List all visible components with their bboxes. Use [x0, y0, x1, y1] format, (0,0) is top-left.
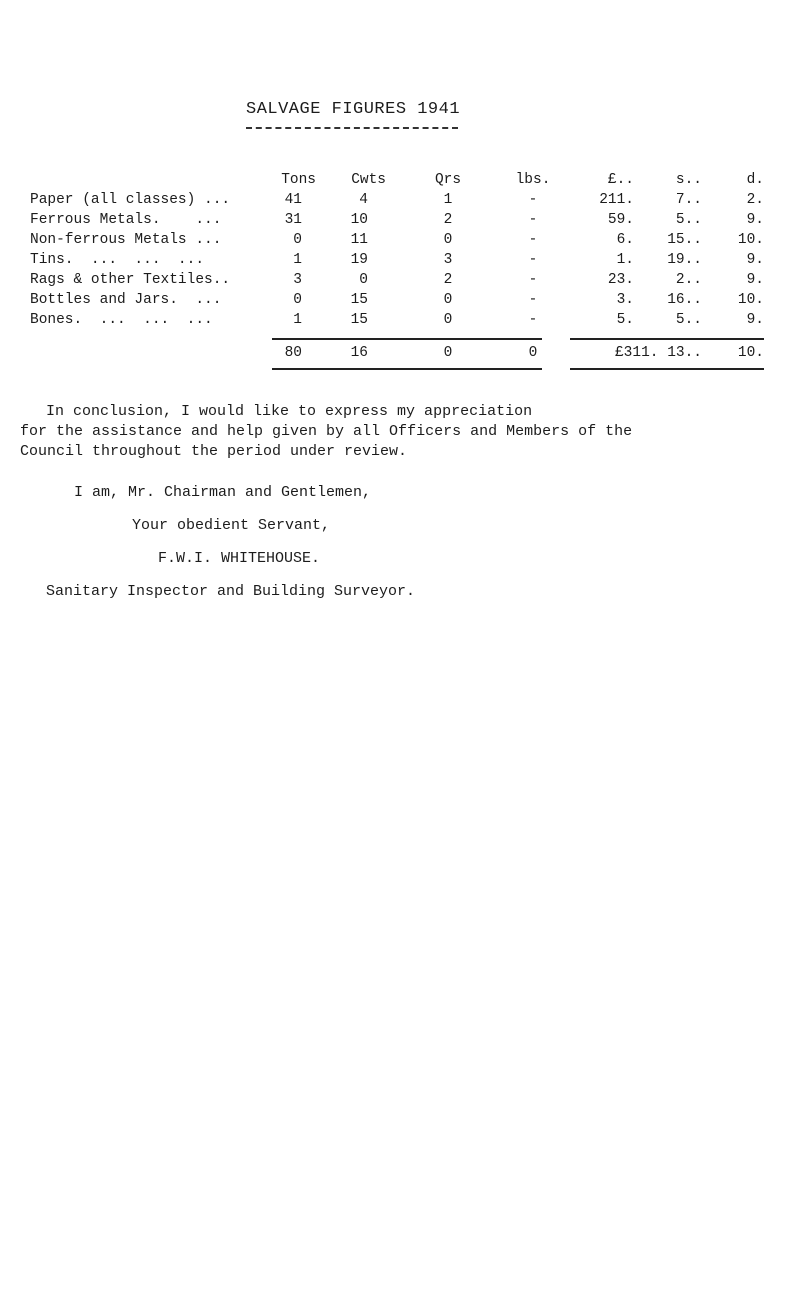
conclusion-paragraph — [20, 402, 786, 462]
cell-cwts: 11 — [350, 232, 368, 248]
cell-cwts: 15 — [350, 292, 368, 308]
signatory-position: Sanitary Inspector and Building Surveyor. — [46, 583, 416, 600]
table-row — [0, 272, 800, 292]
page-title: SALVAGE FIGURES 1941 — [246, 100, 461, 119]
cell-pence: 9. — [746, 212, 764, 228]
cell-qrs: 2 — [443, 272, 453, 288]
cell-lbs: - — [528, 272, 538, 288]
cell-pounds: 6. — [616, 232, 634, 248]
conclusion-line: Council throughout the period under review. — [20, 443, 408, 460]
conclusion-line: for the assistance and help given by all Officers and Members of the — [20, 423, 633, 440]
cell-cwts: 10 — [350, 212, 368, 228]
totals-bottom-rule-money — [570, 368, 764, 370]
header-pounds: £.. — [607, 172, 634, 188]
row-label: Non-ferrous Metals ... — [30, 232, 222, 248]
cell-pence: 9. — [746, 272, 764, 288]
header-shillings: s.. — [675, 172, 702, 188]
cell-qrs: 0 — [443, 232, 453, 248]
cell-shillings: 7.. — [675, 192, 702, 208]
cell-qrs: 1 — [443, 192, 453, 208]
cell-tons: 31 — [284, 212, 302, 228]
total-lbs: 0 — [528, 345, 538, 361]
cell-lbs: - — [528, 192, 538, 208]
conclusion-line: In conclusion, I would like to express my appreciation — [46, 403, 533, 420]
cell-lbs: - — [528, 232, 538, 248]
header-cwts: Cwts — [351, 172, 386, 188]
header-qrs: Qrs — [434, 172, 462, 188]
cell-cwts: 19 — [350, 252, 368, 268]
header-lbs: lbs. — [515, 172, 551, 188]
cell-qrs: 0 — [443, 292, 453, 308]
total-qrs: 0 — [443, 345, 453, 361]
totals-row — [0, 345, 800, 365]
row-label: Bottles and Jars. ... — [30, 292, 222, 308]
cell-pence: 10. — [737, 292, 764, 308]
cell-tons: 41 — [284, 192, 302, 208]
total-pence: 10. — [737, 345, 764, 361]
row-label: Rags & other Textiles.. — [30, 272, 231, 288]
total-cwts: 16 — [350, 345, 368, 361]
table-row — [0, 232, 800, 252]
totals-bottom-rule — [272, 368, 542, 370]
table-row — [0, 252, 800, 272]
cell-cwts: 15 — [350, 312, 368, 328]
cell-pounds: 1. — [616, 252, 634, 268]
cell-shillings: 2.. — [675, 272, 702, 288]
table-row — [0, 292, 800, 312]
header-tons: Tons — [281, 172, 316, 188]
header-pence: d. — [746, 172, 764, 188]
cell-pence: 9. — [746, 252, 764, 268]
totals-top-rule — [272, 338, 542, 340]
cell-pounds: 59. — [607, 212, 634, 228]
cell-cwts: 0 — [359, 272, 368, 288]
cell-pence: 10. — [737, 232, 764, 248]
cell-qrs: 3 — [443, 252, 453, 268]
cell-shillings: 15.. — [667, 232, 702, 248]
cell-pounds: 3. — [616, 292, 634, 308]
cell-tons: 0 — [293, 292, 302, 308]
signatory-name: F.W.I. WHITEHOUSE. — [158, 550, 321, 567]
cell-shillings: 19.. — [667, 252, 702, 268]
row-label: Paper (all classes) ... — [30, 192, 231, 208]
cell-tons: 0 — [293, 232, 302, 248]
cell-pounds: 211. — [599, 192, 634, 208]
cell-tons: 1 — [293, 312, 302, 328]
cell-shillings: 5.. — [675, 212, 702, 228]
closing-line: I am, Mr. Chairman and Gentlemen, — [74, 484, 372, 501]
cell-pence: 9. — [746, 312, 764, 328]
total-tons: 80 — [284, 345, 302, 361]
table-row — [0, 212, 800, 232]
cell-pounds: 23. — [607, 272, 634, 288]
cell-lbs: - — [528, 252, 538, 268]
table-row — [0, 312, 800, 332]
cell-qrs: 0 — [443, 312, 453, 328]
row-label: Ferrous Metals. ... — [30, 212, 222, 228]
row-label: Tins. ... ... ... — [30, 252, 205, 268]
title-underline — [246, 127, 458, 129]
cell-lbs: - — [528, 212, 538, 228]
cell-tons: 1 — [293, 252, 302, 268]
total-money: £311. 13.. — [614, 345, 702, 361]
cell-lbs: - — [528, 312, 538, 328]
servant-line: Your obedient Servant, — [132, 517, 331, 534]
cell-pounds: 5. — [616, 312, 634, 328]
table-row — [0, 192, 800, 212]
cell-cwts: 4 — [359, 192, 368, 208]
cell-shillings: 5.. — [675, 312, 702, 328]
cell-qrs: 2 — [443, 212, 453, 228]
totals-top-rule-money — [570, 338, 764, 340]
row-label: Bones. ... ... ... — [30, 312, 213, 328]
cell-pence: 2. — [746, 192, 764, 208]
cell-shillings: 16.. — [667, 292, 702, 308]
cell-lbs: - — [528, 292, 538, 308]
cell-tons: 3 — [293, 272, 302, 288]
table-header — [0, 172, 800, 192]
